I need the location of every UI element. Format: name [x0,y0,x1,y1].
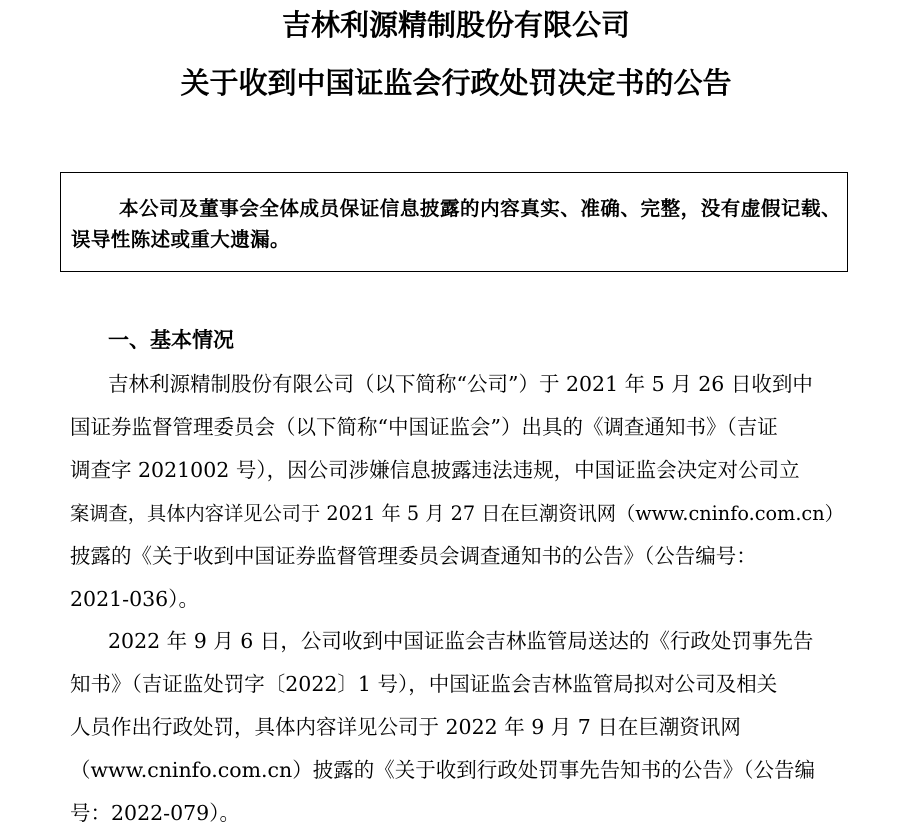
paragraph-prior-notice [70,620,850,835]
disclaimer-box [60,172,848,272]
section-heading-basic-info: 一、基本情况 [108,328,234,352]
paragraph-line: 国证券监督管理委员会（以下简称“中国证监会”）出具的《调查通知书》（吉证 [70,415,778,439]
paragraph-investigation [70,363,850,621]
paragraph-line: 2022 年 9 月 6 日，公司收到中国证监会吉林监管局送达的《行政处罚事先告 [108,629,814,653]
disclaimer-text: 本公司及董事会全体成员保证信息披露的内容真实、准确、完整，没有虚假记载、误导性陈述或重大遗漏。 [71,197,841,251]
paragraph-line: 案调查，具体内容详见公司于 2021 年 5 月 27 日在巨潮资讯网（www.cninfo.com.cn） [70,502,844,525]
paragraph-line: 2021-036）。 [70,587,199,611]
paragraph-line: 知书》（吉证监处罚字〔2022〕1 号），中国证监会吉林监管局拟对公司及相关 [70,672,778,696]
notice-title: 关于收到中国证监会行政处罚决定书的公告 [180,66,732,100]
paragraph-line: 披露的《关于收到中国证券监督管理委员会调查通知书的公告》（公告编号： [70,544,757,568]
paragraph-line: 人员作出行政处罚，具体内容详见公司于 2022 年 9 月 7 日在巨潮资讯网 [70,715,741,739]
company-name: 吉林利源精制股份有限公司 [281,8,630,42]
paragraph-line: （www.cninfo.com.cn）披露的《关于收到行政处罚事先告知书的公告》（公告编 [70,758,815,782]
paragraph-line: 号：2022-079）。 [70,801,240,825]
paragraph-line: 调查字 2021002 号），因公司涉嫌信息披露违法违规，中国证监会决定对公司立 [70,458,800,482]
paragraph-line: 吉林利源精制股份有限公司（以下简称“公司”）于 2021 年 5 月 26 日收到中 [108,372,813,396]
